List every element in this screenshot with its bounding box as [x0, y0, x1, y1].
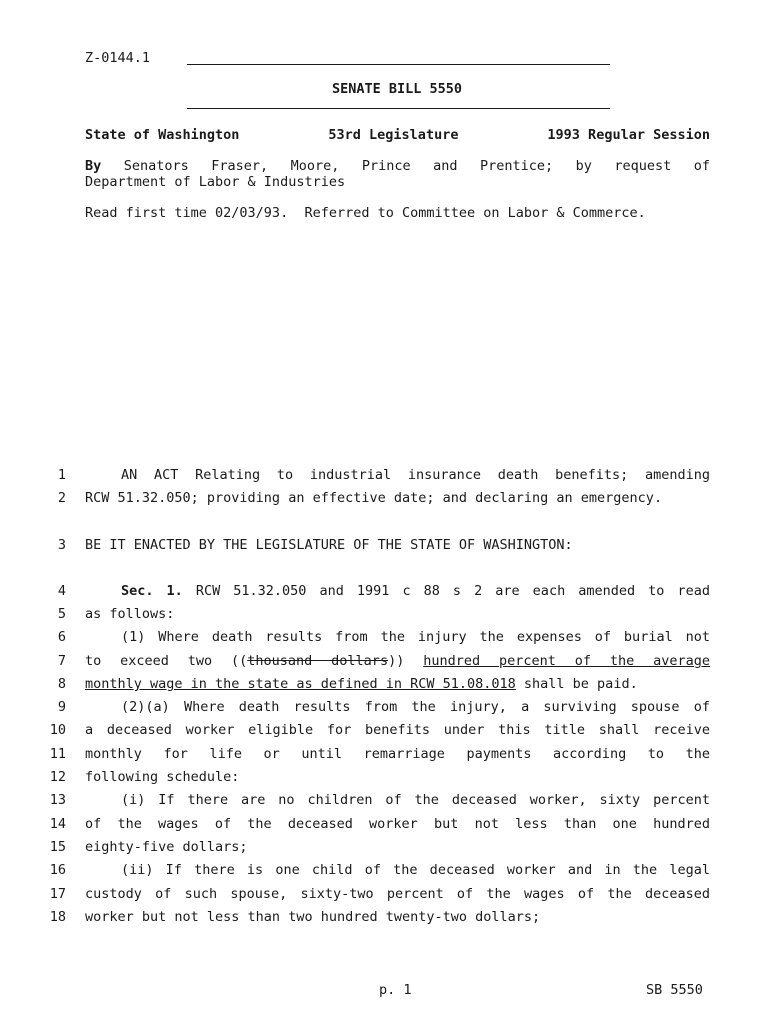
text-line [0, 839, 770, 859]
section-text: RCW 51.32.050 and 1991 c 88 s 2 are each amended to read [195, 583, 710, 599]
line-text: (1) Where death results from the injury the expenses of burial not [121, 629, 710, 645]
line-text [85, 676, 710, 692]
bill-reference: SB 5550 [646, 982, 703, 998]
text-line [0, 467, 770, 487]
read-first-note: Read first time 02/03/93. Referred to Committee on Labor & Commerce. [85, 205, 646, 221]
line-number: 14 [49, 816, 66, 832]
text-line [0, 699, 770, 719]
line-text: RCW 51.32.050; providing an effective date; and declaring an emergency. [85, 490, 663, 506]
line-number: 12 [49, 769, 66, 785]
sponsors-line-1 [85, 158, 710, 174]
text-fragment: shall be paid. [515, 676, 638, 692]
line-text [85, 583, 710, 599]
state-name: State of Washington [85, 127, 240, 143]
text-line [0, 676, 770, 696]
text-fragment: to exceed two (( [85, 653, 248, 669]
line-text: a deceased worker eligible for benefits under this title shall receive [85, 722, 710, 738]
inserted-text: monthly wage in the state as defined in RCW 51.08.018 [85, 676, 516, 692]
line-number: 6 [57, 629, 66, 645]
document-code: Z-0144.1 [85, 50, 151, 66]
section-heading: Sec. 1. [121, 583, 183, 599]
session-name: 1993 Regular Session [547, 127, 710, 143]
line-number: 2 [57, 490, 66, 506]
text-line [0, 909, 770, 929]
text-line [0, 722, 770, 742]
line-number: 7 [57, 653, 66, 669]
struck-text: thousand dollars [247, 653, 389, 669]
legislature-number: 53rd Legislature [328, 127, 459, 143]
sponsors-line-2: Department of Labor & Industries [85, 174, 346, 190]
line-number: 4 [57, 583, 66, 599]
line-text: as follows: [85, 606, 175, 622]
bill-title: SENATE BILL 5550 [331, 81, 463, 97]
text-line [0, 490, 770, 510]
line-number: 10 [49, 722, 66, 738]
text-line [0, 653, 770, 673]
line-text: monthly for life or until remarriage payments according to the [85, 746, 710, 762]
line-text: eighty-five dollars; [85, 839, 248, 855]
line-text: custody of such spouse, sixty-two percent of the wages of the deceased [85, 886, 710, 902]
header-rule-bottom [187, 108, 610, 109]
line-number: 13 [49, 792, 66, 808]
line-number: 15 [49, 839, 66, 855]
enacting-clause-line [0, 537, 770, 557]
line-text: (2)(a) Where death results from the injury, a surviving spouse of [121, 699, 710, 715]
inserted-text: hundred percent of the average [423, 653, 710, 669]
line-text: (ii) If there is one child of the deceased worker and in the legal [121, 862, 710, 878]
line-number: 11 [49, 746, 66, 762]
line-text: AN ACT Relating to industrial insurance death benefits; amending [121, 467, 710, 483]
text-line [0, 862, 770, 882]
text-line [0, 792, 770, 812]
header-rule-top [187, 64, 610, 65]
line-number: 1 [57, 467, 66, 483]
line-number: 16 [49, 862, 66, 878]
line-text [85, 653, 710, 669]
text-line [0, 606, 770, 626]
line-number: 18 [49, 909, 66, 925]
line-number: 8 [57, 676, 66, 692]
line-text: worker but not less than two hundred twenty-two dollars; [85, 909, 541, 925]
text-line [0, 769, 770, 789]
text-line [0, 629, 770, 649]
line-number: 9 [57, 699, 66, 715]
line-number: 3 [57, 537, 66, 553]
text-line [0, 583, 770, 603]
line-text: of the wages of the deceased worker but not less than one hundred [85, 816, 710, 832]
session-line [85, 127, 710, 143]
sponsors-text: Senators Fraser, Moore, Prince and Prentice; by request of [123, 158, 710, 174]
by-label: By [85, 158, 102, 174]
text-fragment: )) [388, 653, 424, 669]
line-number: 5 [57, 606, 66, 622]
line-number: 17 [49, 886, 66, 902]
line-text: following schedule: [85, 769, 240, 785]
text-line [0, 746, 770, 766]
text-line [0, 886, 770, 906]
line-text: (i) If there are no children of the deceased worker, sixty percent [121, 792, 710, 808]
enacting-clause: BE IT ENACTED BY THE LEGISLATURE OF THE STATE OF WASHINGTON: [85, 537, 573, 553]
page-number: p. 1 [379, 982, 412, 998]
text-line [0, 816, 770, 836]
